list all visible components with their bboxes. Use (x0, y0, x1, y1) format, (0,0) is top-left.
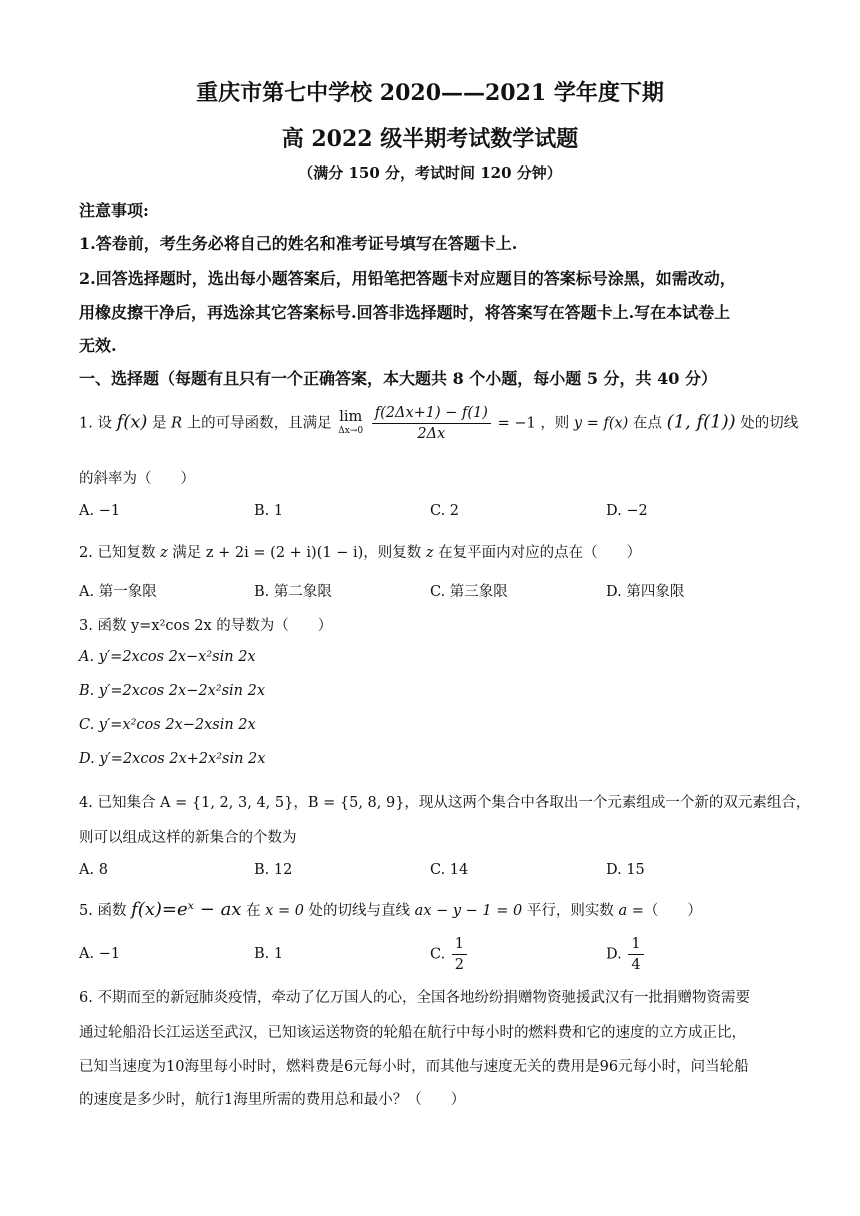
q1-option-b: B. 1 (254, 503, 284, 519)
q3-option-d: D. y′=2xcos 2x+2x²sin 2x (79, 751, 266, 767)
q2-option-d: D. 第四象限 (606, 584, 685, 600)
question-3-stem: 3. 函数 y=x²cos 2x 的导数为（ ） (79, 618, 333, 634)
q2-option-b: B. 第二象限 (254, 584, 332, 600)
q1-option-c: C. 2 (430, 503, 460, 519)
question-4-stem: 4. 已知集合 A = {1, 2, 3, 4, 5}，B = {5, 8, 9}，现从这两个集合中各取出一个元素组成一个新的双元素组合， (79, 795, 811, 811)
question-1-stem-line-2: 的斜率为（ ） (79, 471, 195, 487)
question-4-stem-line-2: 则可以组成这样的新集合的个数为 (79, 830, 297, 846)
q4-option-c: C. 14 (430, 862, 469, 878)
q4-option-d: D. 15 (606, 862, 645, 878)
q1-option-a: A. −1 (79, 503, 121, 519)
notice-heading: 注意事项: (79, 201, 149, 220)
q3-option-b: B. y′=2xcos 2x−2x²sin 2x (79, 683, 266, 699)
q5-option-c: C. $\frac{1}{2}$ (430, 934, 469, 975)
question-6-stem-line-3: 已知当速度为10海里每小时时，燃料费是6元每小时，而其他与速度无关的费用是96元每小时，问当轮船 (79, 1059, 749, 1075)
exam-subtitle: 高 2022 级半期考试数学试题 (281, 126, 579, 152)
q1-option-d: D. −2 (606, 503, 648, 519)
question-1-stem: 1. 设 f(x) 是 R 上的可导函数，且满足 lim Δx→0 $\frac{f(2\Delta x+1) - f(1)}{2\Delta x}$ = −1 ，则 y = f(x) 在点 (1, f(1)) 处的切线 (79, 405, 799, 442)
limit-operator: lim Δx→0 (338, 408, 364, 436)
section-1-heading: 一、选择题（每题有且只有一个正确答案，本大题共 8 个小题，每小题 5 分，共 40 分） (79, 369, 717, 388)
q2-option-c: C. 第三象限 (430, 584, 508, 600)
q2-option-a: A. 第一象限 (79, 584, 157, 600)
q5-option-a: A. −1 (79, 946, 121, 962)
notice-item-2-line-1: 2.回答选择题时，选出每小题答案后，用铅笔把答题卡对应题目的答案标号涂黑，如需改动， (79, 269, 736, 288)
exam-score-time: （满分 150 分，考试时间 120 分钟） (298, 164, 562, 182)
notice-item-1: 1.答卷前，考生务必将自己的姓名和准考证号填写在答题卡上. (79, 234, 518, 253)
notice-item-2-line-3: 无效. (79, 336, 117, 355)
q5-option-b: B. 1 (254, 946, 284, 962)
q4-option-b: B. 12 (254, 862, 293, 878)
exam-title: 重庆市第七中学校 2020——2021 学年度下期 (196, 80, 664, 106)
q3-option-a: A. y′=2xcos 2x−x²sin 2x (79, 649, 256, 665)
q4-option-a: A. 8 (79, 862, 108, 878)
question-2-stem: 2. 已知复数 z 满足 z + 2i = (2 + i)(1 − i)，则复数 z 在复平面内对应的点在（ ） (79, 545, 642, 561)
q5-option-d: D. $\frac{1}{4}$ (606, 934, 646, 975)
q3-option-c: C. y′=x²cos 2x−2xsin 2x (79, 717, 256, 733)
question-5-stem: 5. 函数 f(x)=eˣ − ax 在 x = 0 处的切线与直线 ax − y − 1 = 0 平行，则实数 a =（ ） (79, 899, 702, 920)
question-6-stem-line-4: 的速度是多少时，航行1海里所需的费用总和最小？（ ） (79, 1092, 466, 1108)
question-6-stem: 6. 不期而至的新冠肺炎疫情，牵动了亿万国人的心，全国各地纷纷捐赠物资驰援武汉有一批捐赠物资需要 (79, 990, 750, 1006)
notice-item-2-line-2: 用橡皮擦干净后，再选涂其它答案标号.回答非选择题时，将答案写在答题卡上.写在本试卷上 (79, 303, 731, 322)
question-6-stem-line-2: 通过轮船沿长江运送至武汉，已知该运送物资的轮船在航行中每小时的燃料费和它的速度的立方成正比， (79, 1025, 746, 1041)
limit-fraction: $\frac{f(2\Delta x+1) - f(1)}{2\Delta x}$ (372, 403, 491, 444)
